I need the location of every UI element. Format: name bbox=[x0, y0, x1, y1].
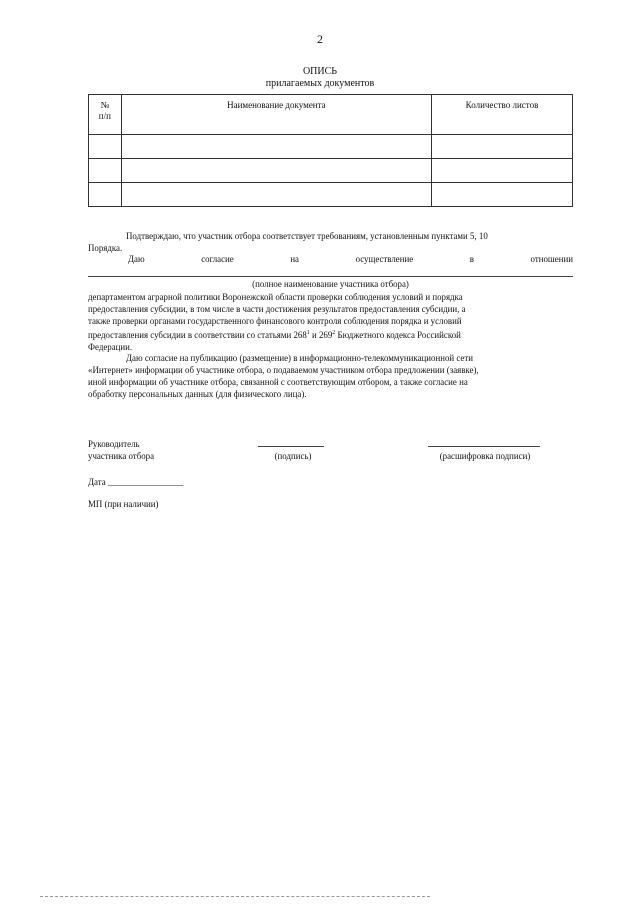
table-cell bbox=[89, 135, 122, 159]
publication-line-2: «Интернет» информации об участнике отбора, о подаваемом участником отбора предложении (заявке), bbox=[88, 365, 479, 375]
superscript-2: 2 bbox=[332, 330, 336, 336]
participant-caption: (полное наименование участника отбора) bbox=[252, 279, 409, 289]
header-number-line-2: п/п bbox=[98, 111, 111, 121]
decode-line bbox=[428, 446, 540, 447]
publication-line-1: Даю согласие на публикацию (размещение) в информационно-телекоммуникационной сети bbox=[126, 353, 473, 363]
confirm-line-2: Порядка. bbox=[88, 243, 123, 253]
table-cell bbox=[89, 159, 122, 183]
header-sheet-count: Количество листов bbox=[432, 95, 573, 135]
consent-word: осуществление bbox=[355, 254, 414, 264]
consent-body-line-4 bbox=[88, 327, 573, 341]
consent-body-line-4-post: Бюджетного кодекса Российской bbox=[335, 329, 461, 340]
consent-word: в bbox=[469, 254, 474, 264]
consent-word: на bbox=[290, 254, 300, 264]
document-title bbox=[0, 66, 640, 90]
table-cell bbox=[432, 159, 573, 183]
consent-body-line-5: Федерации. bbox=[88, 341, 133, 352]
title-line-1: ОПИСЬ bbox=[302, 66, 338, 77]
title-line-2: прилагаемых документов bbox=[265, 78, 375, 89]
header-number bbox=[89, 95, 122, 135]
participant-name-line bbox=[88, 276, 573, 277]
signature-caption: (подпись) bbox=[274, 451, 312, 461]
table-cell bbox=[89, 183, 122, 207]
decode-caption: (расшифровка подписи) bbox=[439, 451, 531, 461]
publication-line-4: обработку персональных данных (для физического лица). bbox=[88, 389, 307, 399]
header-document-name: Наименование документа bbox=[121, 95, 431, 135]
consent-body-line-3: также проверки органами государственного финансового контроля соблюдения порядка и условий bbox=[88, 316, 462, 326]
table-cell bbox=[432, 183, 573, 207]
table-cell bbox=[121, 135, 431, 159]
table-row bbox=[89, 159, 573, 183]
consent-word: Даю bbox=[128, 254, 145, 264]
publication-line-3: иной информации об участнике отбора, связанной с соответствующим отбором, а также согласие на bbox=[88, 377, 468, 387]
table-row bbox=[89, 183, 573, 207]
consent-body-line-4-pre: предоставления субсидии в соответствии со статьями 268 bbox=[88, 329, 307, 340]
consent-word: отношении bbox=[530, 254, 573, 264]
table-cell bbox=[121, 183, 431, 207]
table-cell bbox=[432, 135, 573, 159]
page-number: 2 bbox=[317, 32, 323, 46]
consent-body-line-1: департаментом аграрной политики Воронежской области проверки соблюдения условий и порядка bbox=[88, 292, 463, 302]
head-label-line-2: участника отбора bbox=[88, 451, 155, 461]
confirm-paragraph bbox=[88, 230, 573, 254]
superscript-1: 1 bbox=[306, 330, 310, 336]
date-label: Дата _________________ bbox=[88, 477, 184, 487]
consent-body bbox=[88, 291, 573, 353]
publication-paragraph bbox=[88, 352, 573, 400]
signature-line bbox=[258, 446, 324, 447]
stamp-label: МП (при наличии) bbox=[88, 499, 159, 509]
confirm-line-1: Подтверждаю, что участник отбора соответствует требованиям, установленным пунктами 5, 10 bbox=[126, 231, 488, 241]
documents-table bbox=[88, 94, 573, 207]
header-number-line-1: № bbox=[100, 100, 110, 110]
table-row bbox=[89, 135, 573, 159]
head-label bbox=[88, 438, 154, 462]
consent-line bbox=[128, 254, 573, 264]
table-header-row bbox=[89, 95, 573, 135]
head-label-line-1: Руководитель bbox=[88, 439, 140, 449]
footer-divider bbox=[40, 896, 430, 897]
consent-body-line-2: предоставления субсидии, в том числе в части достижения результатов предоставления субсидии, а bbox=[88, 304, 466, 314]
consent-body-line-4-mid: и 269 bbox=[309, 329, 333, 340]
table-cell bbox=[121, 159, 431, 183]
consent-word: согласие bbox=[201, 254, 234, 264]
